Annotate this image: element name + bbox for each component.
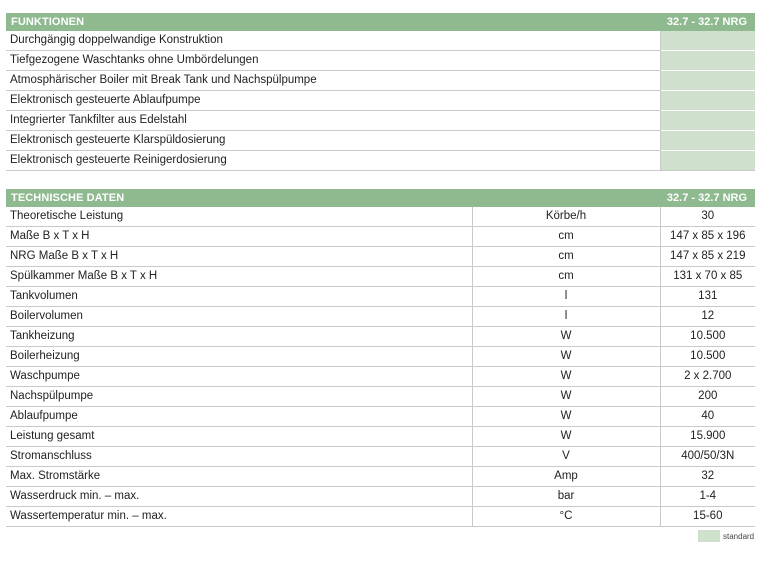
spec-label: Boilervolumen (6, 307, 472, 327)
spec-row (6, 387, 755, 407)
spec-value: 131 x 70 x 85 (660, 267, 755, 287)
features-title: FUNKTIONEN (6, 13, 660, 31)
feature-label: Elektronisch gesteuerte Klarspüldosierung (6, 131, 660, 151)
spec-value: 30 (660, 207, 755, 227)
spec-value: 12 (660, 307, 755, 327)
feature-label: Tiefgezogene Waschtanks ohne Umbördelungen (6, 51, 660, 71)
spec-label: Maße B x T x H (6, 227, 472, 247)
feature-row (6, 31, 755, 51)
feature-label: Elektronisch gesteuerte Reinigerdosierung (6, 151, 660, 171)
spec-value: 147 x 85 x 219 (660, 247, 755, 267)
feature-row (6, 111, 755, 131)
spec-unit: l (472, 307, 660, 327)
spec-label: Theoretische Leistung (6, 207, 472, 227)
spec-unit: °C (472, 507, 660, 527)
legend-swatch (698, 530, 720, 542)
spec-value: 15.900 (660, 427, 755, 447)
spec-row (6, 207, 755, 227)
spec-value: 32 (660, 467, 755, 487)
features-model: 32.7 - 32.7 NRG (660, 13, 755, 31)
spec-unit: W (472, 347, 660, 367)
legend-label: standard (723, 531, 755, 541)
spec-label: Waschpumpe (6, 367, 472, 387)
feature-label: Durchgängig doppelwandige Konstruktion (6, 31, 660, 51)
feature-standard-marker (660, 111, 755, 131)
spec-row (6, 407, 755, 427)
spec-value: 15-60 (660, 507, 755, 527)
spec-row (6, 367, 755, 387)
spec-label: Stromanschluss (6, 447, 472, 467)
spec-value: 131 (660, 287, 755, 307)
feature-standard-marker (660, 91, 755, 111)
spec-value: 200 (660, 387, 755, 407)
spec-label: NRG Maße B x T x H (6, 247, 472, 267)
feature-standard-marker (660, 51, 755, 71)
spec-unit: W (472, 427, 660, 447)
spec-label: Ablaufpumpe (6, 407, 472, 427)
feature-label: Atmosphärischer Boiler mit Break Tank und Nachspülpumpe (6, 71, 660, 91)
spec-label: Boilerheizung (6, 347, 472, 367)
spec-label: Leistung gesamt (6, 427, 472, 447)
spec-row (6, 247, 755, 267)
spec-unit: l (472, 287, 660, 307)
feature-row (6, 151, 755, 171)
spec-row (6, 487, 755, 507)
spec-row (6, 307, 755, 327)
legend (698, 530, 754, 542)
feature-standard-marker (660, 71, 755, 91)
spec-row (6, 327, 755, 347)
spec-unit: W (472, 407, 660, 427)
features-header (6, 13, 755, 31)
spec-value: 40 (660, 407, 755, 427)
spec-unit: W (472, 367, 660, 387)
spec-unit: Körbe/h (472, 207, 660, 227)
spec-unit: bar (472, 487, 660, 507)
spec-row (6, 447, 755, 467)
spec-value: 1-4 (660, 487, 755, 507)
features-table (6, 13, 755, 171)
spec-row (6, 467, 755, 487)
spec-row (6, 227, 755, 247)
feature-row (6, 91, 755, 111)
feature-row (6, 51, 755, 71)
spec-unit: cm (472, 227, 660, 247)
spec-unit: Amp (472, 467, 660, 487)
feature-standard-marker (660, 31, 755, 51)
spec-unit: W (472, 327, 660, 347)
spec-row (6, 287, 755, 307)
feature-row (6, 131, 755, 151)
spec-row (6, 267, 755, 287)
spec-label: Max. Stromstärke (6, 467, 472, 487)
specs-table (6, 189, 755, 527)
spec-value: 2 x 2.700 (660, 367, 755, 387)
spec-value: 10.500 (660, 347, 755, 367)
spec-label: Spülkammer Maße B x T x H (6, 267, 472, 287)
spec-row (6, 507, 755, 527)
spec-row (6, 347, 755, 367)
spec-label: Tankvolumen (6, 287, 472, 307)
feature-standard-marker (660, 131, 755, 151)
feature-label: Elektronisch gesteuerte Ablaufpumpe (6, 91, 660, 111)
spec-value: 147 x 85 x 196 (660, 227, 755, 247)
feature-label: Integrierter Tankfilter aus Edelstahl (6, 111, 660, 131)
spec-unit: cm (472, 267, 660, 287)
specs-model: 32.7 - 32.7 NRG (660, 189, 755, 207)
spec-label: Nachspülpumpe (6, 387, 472, 407)
spec-label: Wasserdruck min. – max. (6, 487, 472, 507)
spec-unit: W (472, 387, 660, 407)
feature-row (6, 71, 755, 91)
feature-standard-marker (660, 151, 755, 171)
spec-value: 400/50/3N (660, 447, 755, 467)
specs-header (6, 189, 755, 207)
spec-unit: cm (472, 247, 660, 267)
spec-value: 10.500 (660, 327, 755, 347)
spec-unit: V (472, 447, 660, 467)
spec-label: Tankheizung (6, 327, 472, 347)
spec-label: Wassertemperatur min. – max. (6, 507, 472, 527)
spec-row (6, 427, 755, 447)
specs-title: TECHNISCHE DATEN (6, 189, 660, 207)
